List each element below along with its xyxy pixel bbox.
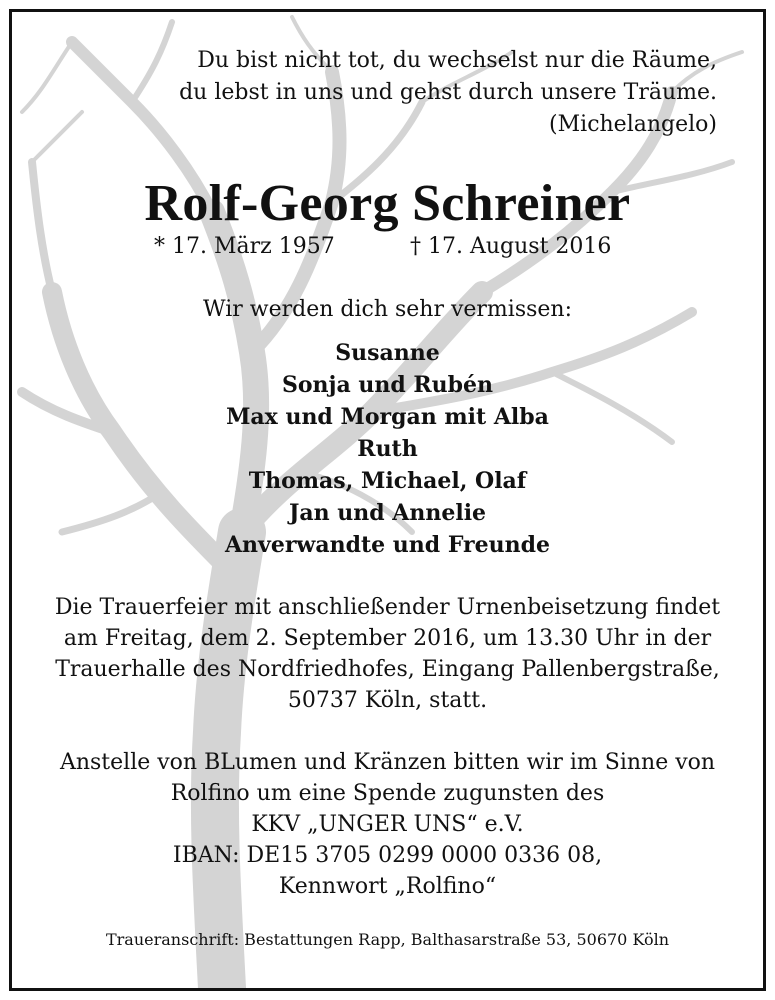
mourner-item: Jan und Annelie [288,500,487,526]
quote-author: (Michelangelo) [549,112,717,137]
donation-line: Anstelle von BLumen und Kränzen bitten wir im Sinne von [59,750,716,775]
quote-line: du lebst in uns und gehst durch unsere Träume. [179,80,717,105]
quote-block [179,45,717,141]
ceremony-line: Die Trauerfeier mit anschließender Urnenbeisetzung findet [54,595,721,620]
donation-iban: IBAN: DE15 3705 0299 0000 0336 08, [172,843,603,868]
mourner-item: Susanne [335,340,440,366]
obituary-frame [9,9,766,991]
birth-date: * 17. März 1957 [154,234,335,259]
miss-text: Wir werden dich sehr vermissen: [202,297,573,322]
ceremony-line: Trauerhalle des Nordfriedhofes, Eingang Pallenbergstraße, [55,657,720,682]
mourning-address: Traueranschrift: Bestattungen Rapp, Balthasarstraße 53, 50670 Köln [105,930,670,949]
donation-line: Rolfino um eine Spende zugunsten des [170,781,605,806]
quote-line: Du bist nicht tot, du wechselst nur die Räume, [197,48,717,73]
mourner-item: Anverwandte und Freunde [224,532,551,558]
mourner-item: Ruth [357,436,418,462]
donation-info [12,747,763,902]
mourner-item: Thomas, Michael, Olaf [248,468,527,494]
ceremony-line: am Freitag, dem 2. September 2016, um 13.30 Uhr in der [63,626,712,651]
mourner-item: Sonja und Rubén [281,372,494,398]
donation-line: KKV „UNGER UNS“ e.V. [251,812,524,837]
ceremony-info [12,592,763,716]
donation-keyword: Kennwort „Rolfino“ [278,874,497,899]
mourners-list [12,337,763,561]
ceremony-line: 50737 Köln, statt. [287,688,488,713]
mourner-item: Max und Morgan mit Alba [226,404,549,430]
death-date: † 17. August 2016 [410,234,612,259]
deceased-name: Rolf-Georg Schreiner [144,175,631,232]
obituary-content [12,12,763,988]
